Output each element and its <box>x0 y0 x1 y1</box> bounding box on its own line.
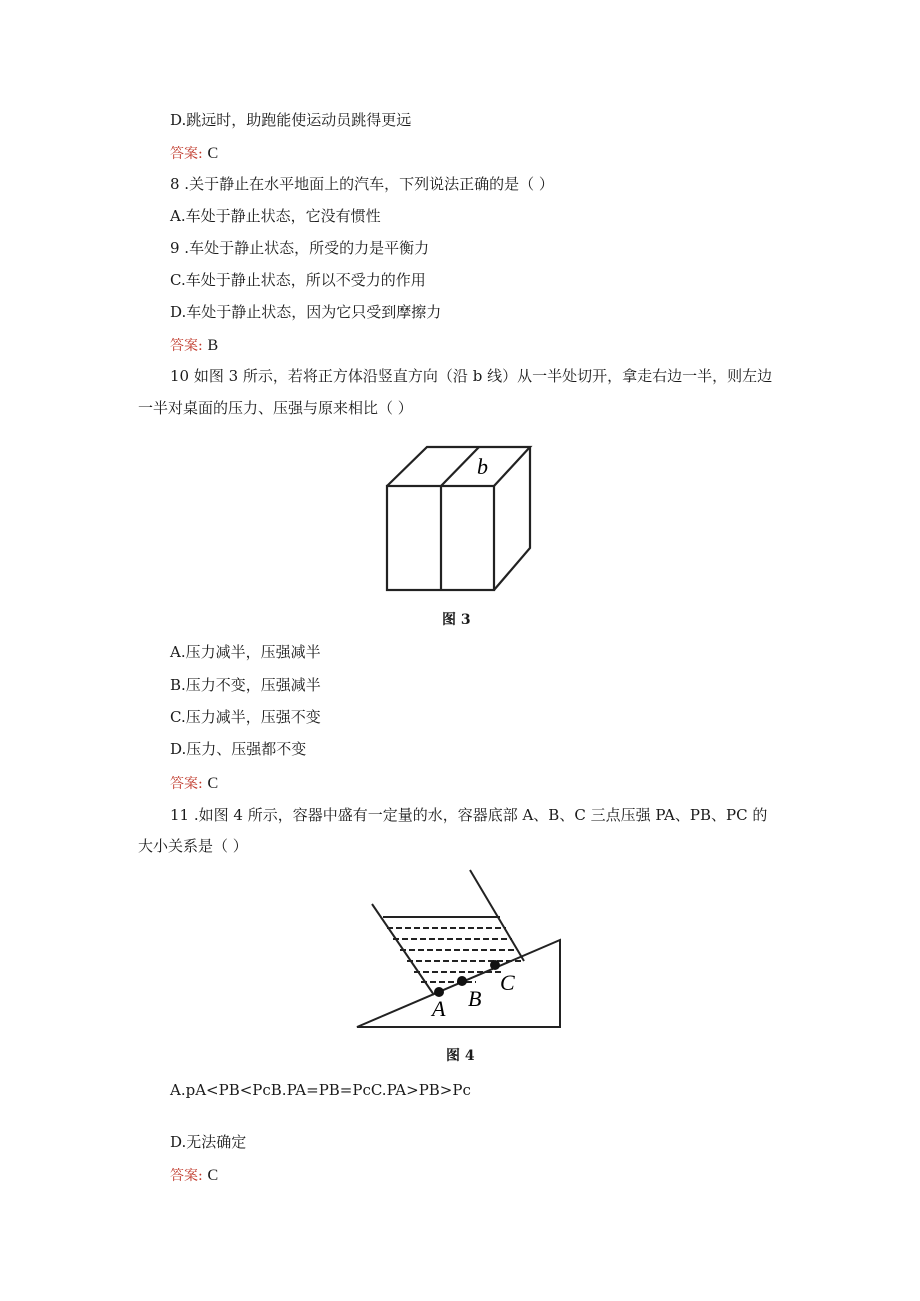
q11-answer <box>170 1165 218 1186</box>
q11-stem-line2: 大小关系是（ ） <box>138 837 248 855</box>
answer-value: B <box>207 337 219 354</box>
cube-side-face <box>494 447 530 590</box>
point-label-b: B <box>468 986 482 1011</box>
q10-option-d: D.压力、压强都不变 <box>170 740 307 758</box>
answer-value: C <box>207 145 219 162</box>
q8-option-a: A.车处于静止状态，它没有惯性 <box>170 207 381 225</box>
container-right-wall <box>470 870 524 961</box>
q7-option-d: D.跳远时，助跑能使运动员跳得更远 <box>170 111 412 129</box>
q8-option-b: 9 .车处于静止状态，所受的力是平衡力 <box>170 239 430 257</box>
answer-label: 答案: <box>170 338 203 354</box>
q10-option-a: A.压力减半，压强减半 <box>170 643 321 661</box>
answer-label: 答案: <box>170 1168 203 1184</box>
figure-label-b: b <box>477 454 488 479</box>
q8-answer <box>170 335 218 356</box>
answer-label: 答案: <box>170 776 203 792</box>
q10-option-b: B.压力不变，压强减半 <box>170 676 321 694</box>
q10-stem-line1: 10 如图 3 所示，若将正方体沿竖直方向（沿 b 线）从一半处切开，拿走右边一半，则左边 <box>170 367 773 385</box>
figure-4-caption: 图 4 <box>446 1048 475 1064</box>
cube-cut-line-top <box>441 447 479 486</box>
q8-stem: 8 .关于静止在水平地面上的汽车，下列说法正确的是（ ） <box>170 175 554 193</box>
answer-value: C <box>207 1167 219 1184</box>
answer-label: 答案: <box>170 146 203 162</box>
point-label-c: C <box>500 970 515 995</box>
figure-3-cube <box>382 442 542 602</box>
q7-answer <box>170 143 218 164</box>
q8-option-d: D.车处于静止状态，因为它只受到摩擦力 <box>170 303 442 321</box>
point-label-a: A <box>432 996 446 1021</box>
q11-stem-line1: 11 .如图 4 所示，容器中盛有一定量的水，容器底部 A、B、C 三点压强 PA、PB、PC 的 <box>170 806 768 824</box>
figure-3-caption: 图 3 <box>442 612 471 628</box>
q11-options-abc: A.pA<PB<PcB.PA=PB=PcC.PA>PB>Pc <box>170 1081 471 1099</box>
point-c-dot <box>490 960 500 970</box>
figure-4-container <box>352 864 572 1034</box>
q10-option-c: C.压力减半，压强不变 <box>170 708 321 726</box>
q8-option-c: C.车处于静止状态，所以不受力的作用 <box>170 271 426 289</box>
point-b-dot <box>457 976 467 986</box>
q10-answer <box>170 773 218 794</box>
q10-stem-line2: 一半对桌面的压力、压强与原来相比（ ） <box>138 399 413 417</box>
answer-value: C <box>207 775 219 792</box>
q11-option-d: D.无法确定 <box>170 1133 247 1151</box>
